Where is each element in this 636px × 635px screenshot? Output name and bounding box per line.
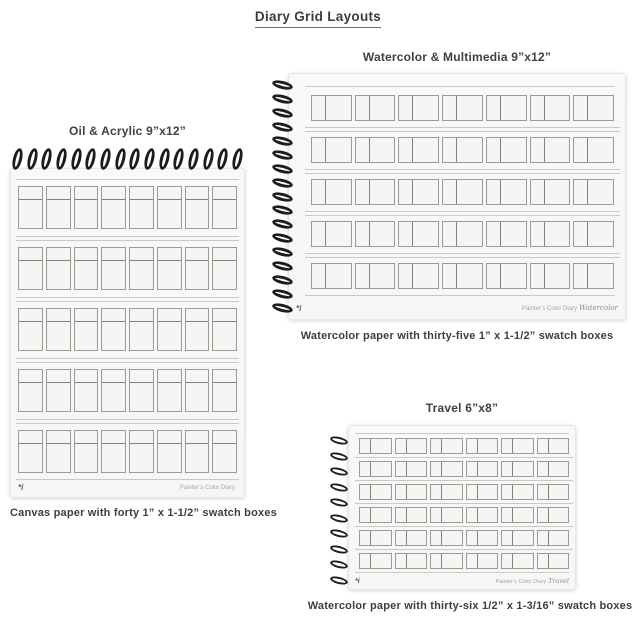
swatch-row xyxy=(359,530,569,546)
notebook-watercolor-page xyxy=(288,73,626,320)
swatch-box xyxy=(537,507,570,523)
brand-logo-mark: *i xyxy=(355,578,360,585)
swatch-box xyxy=(359,438,392,454)
swatch-box xyxy=(501,484,534,500)
spiral-ring xyxy=(186,147,200,171)
swatch-box xyxy=(501,530,534,546)
swatch-box xyxy=(185,186,210,229)
swatch-box xyxy=(395,438,428,454)
spiral-ring xyxy=(128,147,142,171)
ruled-line xyxy=(305,295,615,296)
swatch-box xyxy=(501,553,534,569)
swatch-box xyxy=(398,221,439,247)
swatch-box xyxy=(18,308,43,351)
row-separator-line xyxy=(355,549,573,550)
swatch-box xyxy=(466,507,499,523)
swatch-box xyxy=(74,430,99,473)
brand-logo-mark: *i xyxy=(18,482,24,492)
ruled-line xyxy=(355,572,569,573)
notebook-oil-acrylic xyxy=(10,124,277,519)
notebook-oil-acrylic-title: Oil & Acrylic 9”x12” xyxy=(69,124,186,138)
swatch-box xyxy=(18,369,43,412)
swatch-box xyxy=(157,430,182,473)
page-title-wrap xyxy=(0,8,636,28)
footer-brand-label: Painter’s Color Diary xyxy=(179,485,235,491)
footer-brand-text xyxy=(522,305,618,312)
swatch-row xyxy=(359,507,569,523)
swatch-box xyxy=(212,247,237,290)
swatch-box xyxy=(398,137,439,163)
swatch-box xyxy=(101,186,126,229)
row-separator-line xyxy=(16,297,239,302)
swatch-box xyxy=(501,461,534,477)
swatch-grid xyxy=(311,95,614,289)
swatch-box xyxy=(157,247,182,290)
swatch-box xyxy=(355,95,396,121)
swatch-box xyxy=(101,247,126,290)
swatch-box xyxy=(212,430,237,473)
swatch-box xyxy=(355,179,396,205)
swatch-row xyxy=(359,438,569,454)
swatch-box xyxy=(395,461,428,477)
spiral-ring xyxy=(271,134,293,147)
swatch-box xyxy=(486,95,527,121)
notebook-travel-page xyxy=(348,425,576,590)
spiral-binding-top xyxy=(10,146,245,170)
swatch-box xyxy=(359,484,392,500)
swatch-box xyxy=(185,369,210,412)
swatch-row xyxy=(359,461,569,477)
spiral-ring xyxy=(271,274,293,287)
swatch-row xyxy=(311,263,614,289)
swatch-box xyxy=(212,308,237,351)
swatch-box xyxy=(355,137,396,163)
row-separator-line xyxy=(305,169,620,174)
swatch-box xyxy=(537,484,570,500)
swatch-row xyxy=(359,484,569,500)
swatch-box xyxy=(573,263,614,289)
spiral-ring xyxy=(329,466,348,477)
page-footer xyxy=(349,575,575,589)
spiral-ring xyxy=(271,79,293,92)
swatch-grid xyxy=(359,438,569,569)
swatch-box xyxy=(573,95,614,121)
spiral-ring xyxy=(98,147,112,171)
swatch-box xyxy=(311,179,352,205)
footer-brand-text xyxy=(496,578,569,586)
swatch-box xyxy=(466,484,499,500)
ruled-line xyxy=(305,86,615,87)
spiral-ring xyxy=(271,120,293,133)
spiral-ring xyxy=(329,435,348,446)
swatch-box xyxy=(46,247,71,290)
page-title: Diary Grid Layouts xyxy=(255,9,381,28)
notebook-oil-acrylic-page xyxy=(10,168,245,498)
swatch-row xyxy=(311,95,614,121)
swatch-box xyxy=(74,369,99,412)
swatch-row xyxy=(311,221,614,247)
swatch-row xyxy=(18,247,237,290)
spiral-ring xyxy=(69,147,83,171)
swatch-box xyxy=(101,308,126,351)
spiral-ring xyxy=(157,147,171,171)
swatch-box xyxy=(430,438,463,454)
notebook-travel-caption: Watercolor paper with thirty-six 1/2” x 1-3/16” swatch boxes xyxy=(307,600,633,612)
swatch-box xyxy=(530,221,571,247)
swatch-box xyxy=(530,179,571,205)
row-separator-line xyxy=(355,503,573,504)
spiral-binding-left xyxy=(272,73,296,320)
swatch-box xyxy=(395,553,428,569)
swatch-box xyxy=(129,247,154,290)
spiral-ring xyxy=(271,218,293,231)
spiral-ring xyxy=(271,232,293,245)
swatch-row xyxy=(18,369,237,412)
footer-brand-text xyxy=(180,484,237,491)
swatch-box xyxy=(501,507,534,523)
swatch-box xyxy=(212,369,237,412)
swatch-box xyxy=(129,186,154,229)
spiral-ring xyxy=(271,246,293,259)
swatch-box xyxy=(573,221,614,247)
swatch-box xyxy=(46,308,71,351)
swatch-box xyxy=(530,137,571,163)
notebook-oil-acrylic-caption: Canvas paper with forty 1” x 1-1/2” swatch boxes xyxy=(10,507,277,519)
swatch-box xyxy=(129,430,154,473)
notebook-body xyxy=(272,73,626,320)
swatch-box xyxy=(466,530,499,546)
row-separator-line xyxy=(16,358,239,363)
brand-logo-mark: *i xyxy=(296,303,302,313)
swatch-box xyxy=(157,308,182,351)
spiral-ring xyxy=(230,147,244,171)
spiral-ring xyxy=(271,106,293,119)
swatch-box xyxy=(430,461,463,477)
swatch-box xyxy=(355,221,396,247)
swatch-box xyxy=(430,553,463,569)
spiral-ring xyxy=(113,147,127,171)
swatch-box xyxy=(486,263,527,289)
spiral-ring xyxy=(271,148,293,161)
spiral-ring xyxy=(329,482,348,493)
swatch-box xyxy=(398,179,439,205)
spiral-ring xyxy=(142,147,156,171)
swatch-box xyxy=(501,438,534,454)
swatch-box xyxy=(398,263,439,289)
ruled-line xyxy=(355,433,569,434)
swatch-box xyxy=(129,369,154,412)
spiral-ring xyxy=(25,147,39,171)
spiral-ring xyxy=(271,176,293,189)
row-separator-line xyxy=(16,236,239,241)
swatch-box xyxy=(359,507,392,523)
swatch-box xyxy=(101,430,126,473)
swatch-box xyxy=(430,507,463,523)
swatch-row xyxy=(18,308,237,351)
swatch-box xyxy=(466,438,499,454)
swatch-box xyxy=(355,263,396,289)
spiral-ring xyxy=(329,544,348,555)
swatch-row xyxy=(311,137,614,163)
swatch-box xyxy=(18,430,43,473)
swatch-row xyxy=(18,430,237,473)
swatch-box xyxy=(530,263,571,289)
swatch-box xyxy=(74,308,99,351)
swatch-grid xyxy=(18,186,237,473)
spiral-ring xyxy=(271,302,293,315)
spiral-ring xyxy=(329,528,348,539)
spiral-ring xyxy=(271,288,293,301)
swatch-box xyxy=(46,369,71,412)
swatch-box xyxy=(442,137,483,163)
swatch-box xyxy=(398,95,439,121)
swatch-box xyxy=(537,553,570,569)
swatch-box xyxy=(359,553,392,569)
notebook-travel xyxy=(307,401,633,612)
swatch-box xyxy=(185,430,210,473)
row-separator-line xyxy=(305,211,620,216)
footer-brand-label: Painter’s Color Diary xyxy=(521,306,577,312)
spiral-ring xyxy=(271,260,293,273)
swatch-box xyxy=(442,263,483,289)
swatch-box xyxy=(530,95,571,121)
swatch-box xyxy=(46,430,71,473)
footer-script-label: Travel xyxy=(548,576,569,585)
swatch-box xyxy=(537,438,570,454)
notebook-watercolor-multimedia xyxy=(272,50,626,342)
swatch-box xyxy=(157,369,182,412)
swatch-box xyxy=(18,247,43,290)
spiral-ring xyxy=(271,190,293,203)
spiral-ring xyxy=(329,450,348,461)
swatch-row xyxy=(311,179,614,205)
swatch-box xyxy=(311,95,352,121)
swatch-box xyxy=(466,461,499,477)
swatch-box xyxy=(74,186,99,229)
ruled-line xyxy=(16,179,239,180)
spiral-ring xyxy=(329,497,348,508)
swatch-box xyxy=(74,247,99,290)
row-separator-line xyxy=(305,253,620,258)
swatch-box xyxy=(129,308,154,351)
row-separator-line xyxy=(355,457,573,458)
row-separator-line xyxy=(16,419,239,424)
swatch-box xyxy=(442,179,483,205)
swatch-box xyxy=(442,95,483,121)
swatch-box xyxy=(311,137,352,163)
notebook-watercolor-caption: Watercolor paper with thirty-five 1” x 1-1/2” swatch boxes xyxy=(300,330,614,342)
spiral-ring xyxy=(271,162,293,175)
swatch-box xyxy=(311,263,352,289)
footer-brand-label: Painter’s Color Diary xyxy=(495,578,547,585)
spiral-ring xyxy=(172,147,186,171)
spiral-ring xyxy=(54,147,68,171)
spiral-ring xyxy=(329,559,348,570)
swatch-box xyxy=(395,507,428,523)
row-separator-line xyxy=(305,127,620,132)
swatch-box xyxy=(101,369,126,412)
swatch-box xyxy=(18,186,43,229)
swatch-box xyxy=(442,221,483,247)
swatch-box xyxy=(395,484,428,500)
swatch-box xyxy=(212,186,237,229)
swatch-box xyxy=(486,137,527,163)
swatch-box xyxy=(466,553,499,569)
spiral-ring xyxy=(216,147,230,171)
notebook-travel-title: Travel 6”x8” xyxy=(425,401,499,415)
spiral-ring xyxy=(201,147,215,171)
swatch-box xyxy=(486,179,527,205)
notebook-body xyxy=(330,425,576,590)
swatch-box xyxy=(537,530,570,546)
swatch-box xyxy=(311,221,352,247)
swatch-row xyxy=(359,553,569,569)
swatch-box xyxy=(359,530,392,546)
swatch-box xyxy=(537,461,570,477)
swatch-box xyxy=(573,179,614,205)
spiral-ring xyxy=(10,147,24,171)
row-separator-line xyxy=(355,526,573,527)
swatch-box xyxy=(157,186,182,229)
swatch-box xyxy=(573,137,614,163)
spiral-ring xyxy=(84,147,98,171)
row-separator-line xyxy=(355,480,573,481)
spiral-ring xyxy=(40,147,54,171)
swatch-box xyxy=(185,308,210,351)
swatch-box xyxy=(430,530,463,546)
spiral-binding-left xyxy=(330,425,354,590)
swatch-box xyxy=(46,186,71,229)
swatch-row xyxy=(18,186,237,229)
spiral-ring xyxy=(271,204,293,217)
swatch-box xyxy=(486,221,527,247)
page-footer xyxy=(289,300,625,319)
footer-script-label: Watercolor xyxy=(579,304,618,312)
swatch-box xyxy=(185,247,210,290)
swatch-box xyxy=(359,461,392,477)
spiral-ring xyxy=(329,575,348,586)
notebook-watercolor-title: Watercolor & Multimedia 9”x12” xyxy=(362,50,552,64)
swatch-box xyxy=(395,530,428,546)
page-footer xyxy=(11,480,244,497)
spiral-ring xyxy=(271,93,293,106)
swatch-box xyxy=(430,484,463,500)
spiral-ring xyxy=(329,513,348,524)
